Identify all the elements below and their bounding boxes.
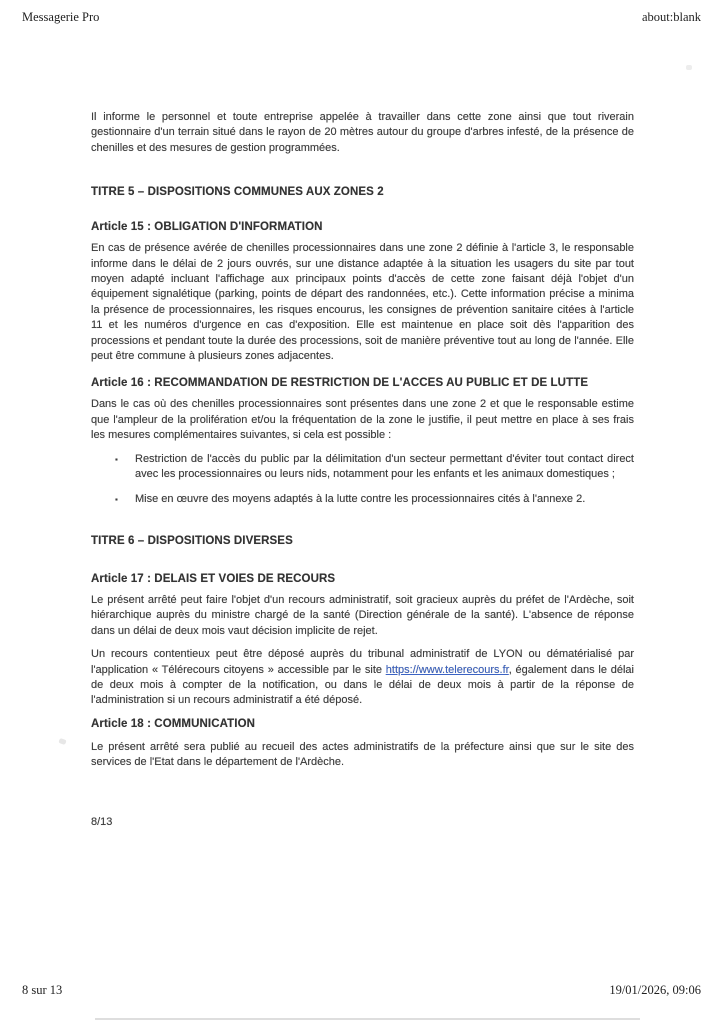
article-17-paragraph-1: Le présent arrêté peut faire l'objet d'un recours administratif, soit gracieux auprès du préfet de l'Ardèche, soit hiérarchique auprès du ministre chargé de la santé (Direction générale de la santé). L'absence de réponse dans un délai de deux mois vaut décision implicite de rejet. bbox=[91, 593, 634, 637]
scanned-document bbox=[91, 110, 634, 830]
article-17-paragraph-2-before: Un recours contentieux peut être déposé auprès du tribunal administratif de LYON ou dématérialisé par l'application « Télérecours citoyens » accessible par le site bbox=[91, 648, 634, 676]
article-16-heading: Article 16 : RECOMMANDATION DE RESTRICTION DE L'ACCES AU PUBLIC ET DE LUTTE bbox=[91, 377, 589, 390]
print-footer bbox=[22, 983, 701, 998]
article-15-heading: Article 15 : OBLIGATION D'INFORMATION bbox=[91, 221, 323, 234]
article-17-paragraph-2 bbox=[91, 647, 634, 709]
print-footer-page-info: 8 sur 13 bbox=[22, 983, 63, 997]
bullet-text-lutte: Mise en œuvre des moyens adaptés à la lutte contre les processionnaires cités à l'annexe 2. bbox=[135, 492, 586, 505]
list-item bbox=[91, 452, 634, 483]
square-bullet-icon: ▪ bbox=[115, 494, 118, 504]
list-item bbox=[91, 492, 634, 507]
article-15-body: En cas de présence avérée de chenilles processionnaires dans une zone 2 définie à l'article 3, le responsable informe dans le délai de 2 jours ouvrés, sur une distance adaptée à la situation les usagers du site par tout moyen adapté incluant l'affichage aux principaux points d'accès de cette zone faisant déjà l'objet d'un équipement signalétique (parking, points de départ des randonnées, etc.). Cette information précise a minima la présence de processionnaires, les risques encourus, les consignes de prévention sanitaire citées à l'article 11 et les numéros d'urgence en cas d'exposition. Elle est maintenue en place soit dès l'apparition des processions et pendant toute la durée des processions, soit de manière préventive tout au long de l'année. Elle peut être commune à plusieurs zones adjacentes. bbox=[91, 242, 634, 363]
print-header-app-title: Messagerie Pro bbox=[22, 10, 100, 24]
scan-artifact-dot bbox=[58, 738, 66, 745]
print-header bbox=[22, 10, 701, 25]
article-16-body: Dans le cas où des chenilles processionnaires sont présentes dans une zone 2 et que le responsable estime que l'ampleur de la prolifération et/ou la fréquentation de la zone le justifie, il peut mettre en place à ses frais les mesures complémentaires suivantes, si cela est possible : bbox=[91, 398, 634, 442]
article-17-paragraph-2-after: , également dans le délai de deux mois à compter de la notification, ou dans le délai de deux mois à partir de la réponse de l'administration si un recours administratif a été déposé. bbox=[91, 663, 634, 707]
telerecours-link[interactable]: https://www.telerecours.fr bbox=[385, 663, 509, 676]
titre-5-heading: TITRE 5 – DISPOSITIONS COMMUNES AUX ZONES 2 bbox=[91, 186, 384, 199]
intro-paragraph: Il informe le personnel et toute entreprise appelée à travailler dans cette zone ainsi que tout riverain gestionnaire d'un terrain situé dans le rayon de 20 mètres autour du groupe d'arbres infesté, de la présence de chenilles et des mesures de gestion programmées. bbox=[91, 111, 634, 154]
square-bullet-icon: ▪ bbox=[115, 454, 118, 464]
article-18-heading: Article 18 : COMMUNICATION bbox=[91, 717, 256, 730]
scan-artifact-line bbox=[95, 1018, 640, 1020]
scan-artifact-dot bbox=[686, 65, 692, 70]
article-18-body: Le présent arrêté sera publié au recueil des actes administratifs de la préfecture ainsi que sur le site des services de l'Etat dans le département de l'Ardèche. bbox=[91, 740, 634, 769]
article-17-heading: Article 17 : DELAIS ET VOIES DE RECOURS bbox=[91, 572, 336, 585]
print-header-url: about:blank bbox=[641, 10, 701, 24]
print-footer-datetime: 19/01/2026, 09:06 bbox=[609, 983, 701, 997]
titre-6-heading: TITRE 6 – DISPOSITIONS DIVERSES bbox=[91, 534, 293, 547]
document-page-number: 8/13 bbox=[91, 815, 113, 828]
bullet-text-restriction: Restriction de l'accès du public par la délimitation d'un secteur permettant d'éviter tout contact direct avec les processionnaires ou leurs nids, notamment pour les enfants et les animaux domestiques ; bbox=[135, 452, 634, 481]
